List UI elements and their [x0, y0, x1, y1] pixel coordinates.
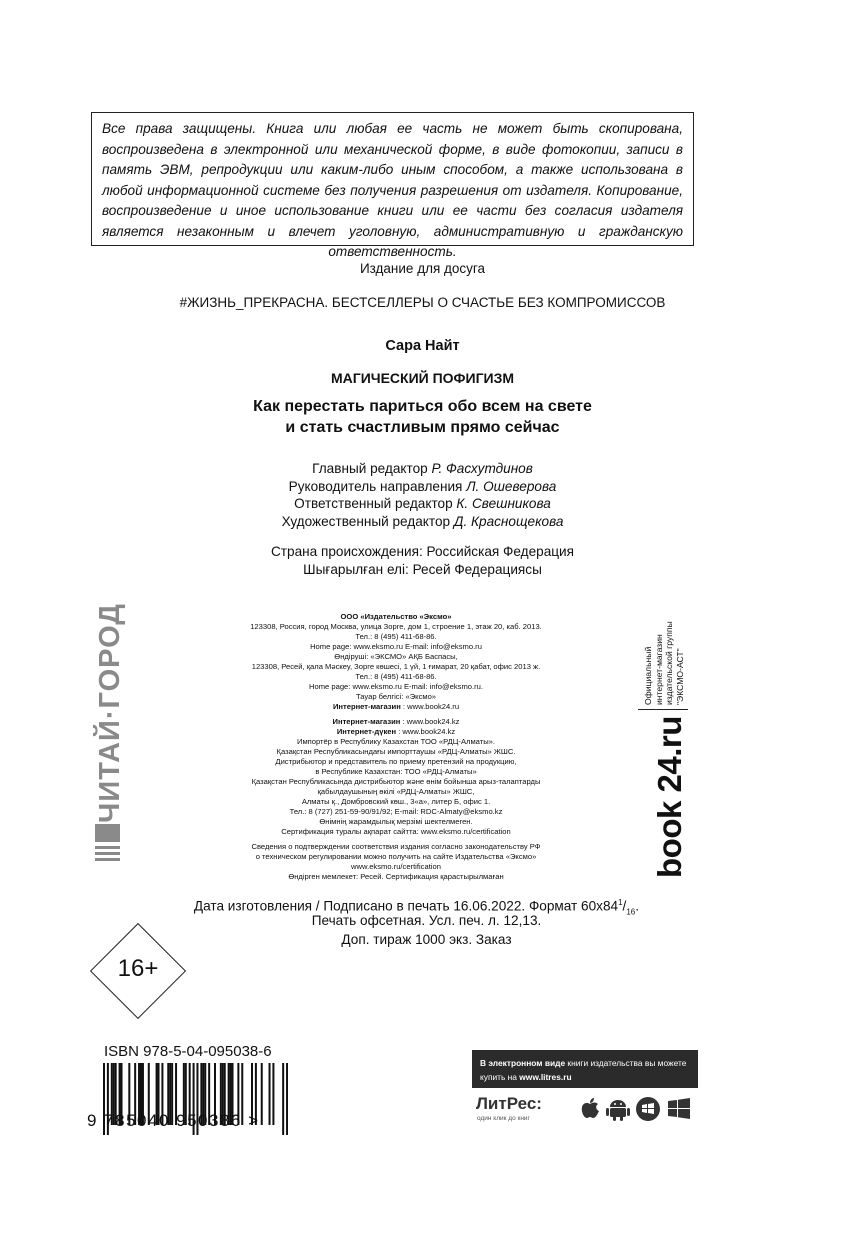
imprint-line: Home page: www.eksmo.ru E-mail: info@eksmo.ru.: [309, 682, 483, 691]
apple-icon: [582, 1098, 599, 1118]
print-line-2: Печать офсетная. Усл. печ. л. 12,13.: [311, 913, 542, 928]
official-store-line: "ЭКСМО-АСТ": [674, 648, 685, 705]
imprint-line: Өндіруші: «ЭКСМО» АҚБ Баспасы,: [334, 652, 458, 661]
litres-link[interactable]: www.litres.ru: [519, 1072, 572, 1082]
imprint-line: Өндірген мемлекет: Ресей. Сертификация қарастырылмаған: [288, 872, 504, 881]
windows-phone-icon: [636, 1097, 660, 1121]
imprint-line: Тауар белгісі: «Эксмо»: [355, 692, 437, 701]
isbn: ISBN 978-5-04-095038-6: [104, 1043, 272, 1060]
series-name: #ЖИЗНЬ_ПРЕКРАСНА. БЕСТСЕЛЛЕРЫ О СЧАСТЬЕ БЕЗ КОМПРОМИССОВ: [179, 295, 666, 310]
platform-icons: [578, 1096, 700, 1122]
logo-bars-icon: [95, 824, 120, 870]
print-line-1: Дата изготовления / Подписано в печать 16.06.2022. Формат $60x84^1/_{16}$.: [193, 898, 639, 917]
imprint-line: 123308, Россия, город Москва, улица Зорге, дом 1, строение 1, этаж 20, каб. 2013.: [250, 622, 542, 631]
imprint-line: Тел.: 8 (495) 411-68-86.: [355, 632, 437, 641]
imprint-line: Сертификация туралы ақпарат сайтта: www.eksmo.ru/certification: [281, 827, 511, 836]
shop-url: : www.book24.kz: [396, 727, 456, 736]
format-sub: 16: [626, 907, 636, 917]
litres-bold: В электронном виде: [480, 1058, 566, 1068]
shop-label: Интернет-магазин: [332, 702, 401, 711]
edition-type: Издание для досуга: [359, 261, 486, 276]
origin: [0, 543, 845, 578]
imprint-line: Импортёр в Республику Казахстан ТОО «РДЦ-Алматы».: [296, 737, 495, 746]
credit-line: [0, 460, 845, 478]
litres-line-2: купить на www.litres.ru: [480, 1072, 572, 1082]
credit-line: [0, 478, 845, 496]
credit-role: Главный редактор: [312, 461, 428, 476]
credit-line: [0, 513, 845, 531]
origin-kz: Шығарылған елі: Ресей Федерациясы: [303, 561, 542, 577]
credit-name: К. Свешникова: [456, 496, 551, 511]
imprint-line: Алматы қ., Домбровский көш., 3«а», литер Б, офис 1.: [301, 797, 491, 806]
shop-url: : www.book24.kz: [400, 717, 460, 726]
imprint-shop-line: [211, 702, 581, 712]
official-store-line: Официальный: [643, 646, 653, 705]
credit-role: Руководитель направления: [288, 478, 463, 494]
side-divider: [638, 709, 688, 710]
imprint-line: қабылдаушының өкілі «РДЦ-Алматы» ЖШС,: [317, 787, 475, 796]
barcode-digits: 9 785040 950386 >: [87, 1111, 260, 1130]
windows-icon: [668, 1098, 690, 1119]
barcode-bar: [282, 1063, 284, 1135]
official-store-line: интернет-магазин: [653, 634, 664, 705]
book24-logo: book 24.ru: [651, 716, 688, 878]
imprint-block: [211, 612, 581, 882]
official-store-label: [643, 621, 685, 705]
credit-role: Художественный редактор: [281, 513, 451, 529]
android-icon: [606, 1100, 630, 1121]
copyright-notice: Все права защищены. Книга или любая ее часть не может быть скопирована, воспроизведена в электронной или механической форме, в виде фотокопии, записи в память ЭВМ, репродукции или каким-либо иным способом, а также использована в любой информационной системе без получения разрешения от издателя. Копирование, воспроизведение и иное использование книги или ее части без согласия издателя является незаконным и влечет уголовную, административную и гражданскую ответственность.: [102, 121, 683, 259]
credit-name: Д. Краснощекова: [453, 513, 564, 529]
imprint-line: Home page: www.eksmo.ru E-mail: info@eksmo.ru: [310, 642, 482, 651]
imprint-line: Өнімнің жарамдылық мерзімі шектелмеген.: [319, 817, 473, 826]
print-line-1-end: .: [635, 898, 639, 914]
imprint-line: Дистрибьютор и представитель по приему претензий на продукцию,: [275, 757, 517, 766]
imprint-line: Тел.: 8 (727) 251-59-90/91/92; E-mail: RDC-Almaty@eksmo.kz: [289, 807, 503, 816]
imprint-line: Қазақстан Республикасында дистрибьютор және өнім бойынша арыз-талаптарды: [251, 777, 541, 786]
imprint-line: в Республике Казахстан: ТОО «РДЦ-Алматы»: [315, 767, 477, 776]
print-line-3: Доп. тираж 1000 экз. Заказ: [341, 931, 512, 947]
subtitle-line-2: и стать счастливым прямо сейчас: [285, 419, 560, 436]
official-store-line: издательской группы: [664, 621, 674, 705]
litres-logo: ЛитРес:: [476, 1094, 542, 1113]
author: Сара Найт: [385, 338, 460, 354]
credit-name: Л. Ошеверова: [466, 478, 557, 494]
litres-line-1: В электронном виде книги издательства вы можете: [480, 1058, 687, 1068]
barcode-bar: [269, 1063, 271, 1125]
credit-role: Ответственный редактор: [294, 496, 453, 511]
barcode-bar: [272, 1063, 274, 1125]
chitai-gorod-logo-mark: [95, 824, 120, 870]
barcode-bar: [286, 1063, 288, 1135]
shop-label: Интернет-дүкен: [336, 727, 397, 736]
imprint-line: Тел.: 8 (495) 411-68-86.: [355, 672, 437, 681]
subtitle-line-1: Как перестать париться обо всем на свете: [253, 398, 592, 415]
imprint-line: Сведения о подтверждении соответствия издания согласно законодательству РФ: [251, 842, 541, 851]
shop-label: Интернет-магазин: [332, 717, 401, 726]
imprint-shop-line: [211, 717, 581, 727]
barcode-bar: [261, 1063, 263, 1125]
chitai-gorod-logo: ЧИТАЙ·ГОРОД: [94, 603, 126, 823]
copyright-box: [91, 112, 694, 259]
credits: [0, 460, 845, 530]
credit-line: [0, 495, 845, 513]
imprint-line: о техническом регулировании можно получить на сайте Издательства «Эксмо»: [255, 852, 537, 861]
origin-ru: Страна происхождения: Российская Федерация: [270, 544, 575, 559]
shop-url: : www.book24.ru: [400, 702, 460, 711]
imprint-line: 123308, Ресей, қала Мәскеу, Зорге көшесі, 1 үй, 1 ғимарат, 20 қабат, офис 2013 ж.: [251, 662, 541, 671]
imprint-publisher: ООО «Издательство «Эксмо»: [340, 612, 452, 621]
credit-name: Р. Фасхутдинов: [431, 461, 533, 476]
imprint-line: www.eksmo.ru/certification: [351, 862, 441, 871]
litres-tagline: один клик до книг: [477, 1115, 530, 1122]
imprint-shop-line: [211, 727, 581, 737]
age-rating: 16+: [117, 955, 159, 982]
format-sup: 1: [618, 898, 623, 907]
litres-banner: [472, 1050, 698, 1088]
imprint-line: Қазақстан Республикасындағы импорттаушы «РДЦ-Алматы» ЖШС.: [276, 747, 516, 756]
book-title: МАГИЧЕСКИЙ ПОФИГИЗМ: [330, 370, 514, 386]
